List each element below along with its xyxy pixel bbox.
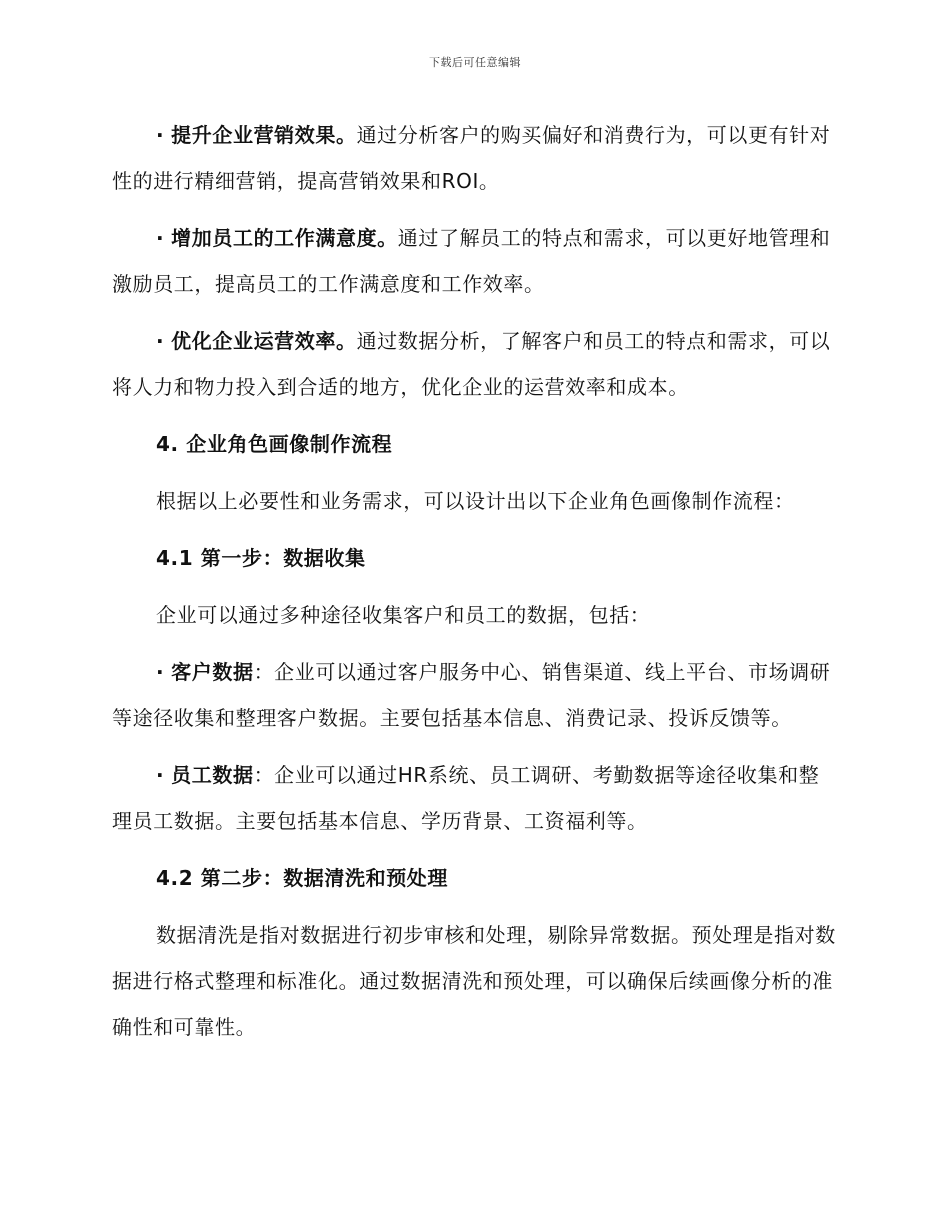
bullet-paragraph bbox=[112, 318, 838, 410]
bullet-lead: 增加员工的工作满意度。 bbox=[171, 226, 398, 250]
bullet-text: ：企业可以通过客户服务中心、销售渠道、线上平台、市场调研等途径收集和整理客户数据。主要包括基本信息、消费记录、投诉反馈等。 bbox=[112, 660, 831, 730]
section-heading: 4.2 第二步：数据清洗和预处理 bbox=[156, 866, 448, 890]
bullet-text: 通过数据分析，了解客户和员工的特点和需求，可以将人力和物力投入到合适的地方，优化企业的运营效率和成本。 bbox=[112, 329, 831, 399]
body-paragraph: 企业可以通过多种途径收集客户和员工的数据，包括： bbox=[156, 603, 651, 627]
bullet-text: ：企业可以通过HR系统、员工调研、考勤数据等途径收集和整理员工数据。主要包括基本信息、学历背景、工资福利等。 bbox=[112, 763, 820, 833]
bullet-paragraph bbox=[112, 649, 838, 741]
page-header-note: 下载后可任意编辑 bbox=[429, 56, 521, 69]
bullet-lead: 提升企业营销效果。 bbox=[171, 123, 357, 147]
bullet-lead: 优化企业运营效率。 bbox=[171, 329, 357, 353]
section-heading: 4. 企业角色画像制作流程 bbox=[156, 432, 393, 456]
section-heading: 4.1 第一步：数据收集 bbox=[156, 546, 366, 570]
bullet-marker: · bbox=[156, 226, 165, 250]
document-body bbox=[112, 112, 838, 1061]
bullet-lead: 客户数据 bbox=[171, 660, 254, 684]
body-paragraph: 数据清洗是指对数据进行初步审核和处理，剔除异常数据。预处理是指对数据进行格式整理和标准化。通过数据清洗和预处理，可以确保后续画像分析的准确性和可靠性。 bbox=[112, 923, 836, 1039]
bullet-marker: · bbox=[156, 329, 165, 353]
bullet-text: 通过了解员工的特点和需求，可以更好地管理和激励员工，提高员工的工作满意度和工作效率。 bbox=[112, 226, 831, 296]
bullet-text: 通过分析客户的购买偏好和消费行为，可以更有针对性的进行精细营销，提高营销效果和ROI。 bbox=[112, 123, 831, 193]
bullet-paragraph bbox=[112, 112, 838, 204]
bullet-paragraph bbox=[112, 752, 838, 844]
bullet-paragraph bbox=[112, 215, 838, 307]
body-paragraph: 根据以上必要性和业务需求，可以设计出以下企业角色画像制作流程： bbox=[156, 489, 795, 513]
bullet-lead: 员工数据 bbox=[171, 763, 254, 787]
bullet-marker: · bbox=[156, 763, 165, 787]
bullet-marker: · bbox=[156, 660, 165, 684]
bullet-marker: · bbox=[156, 123, 165, 147]
